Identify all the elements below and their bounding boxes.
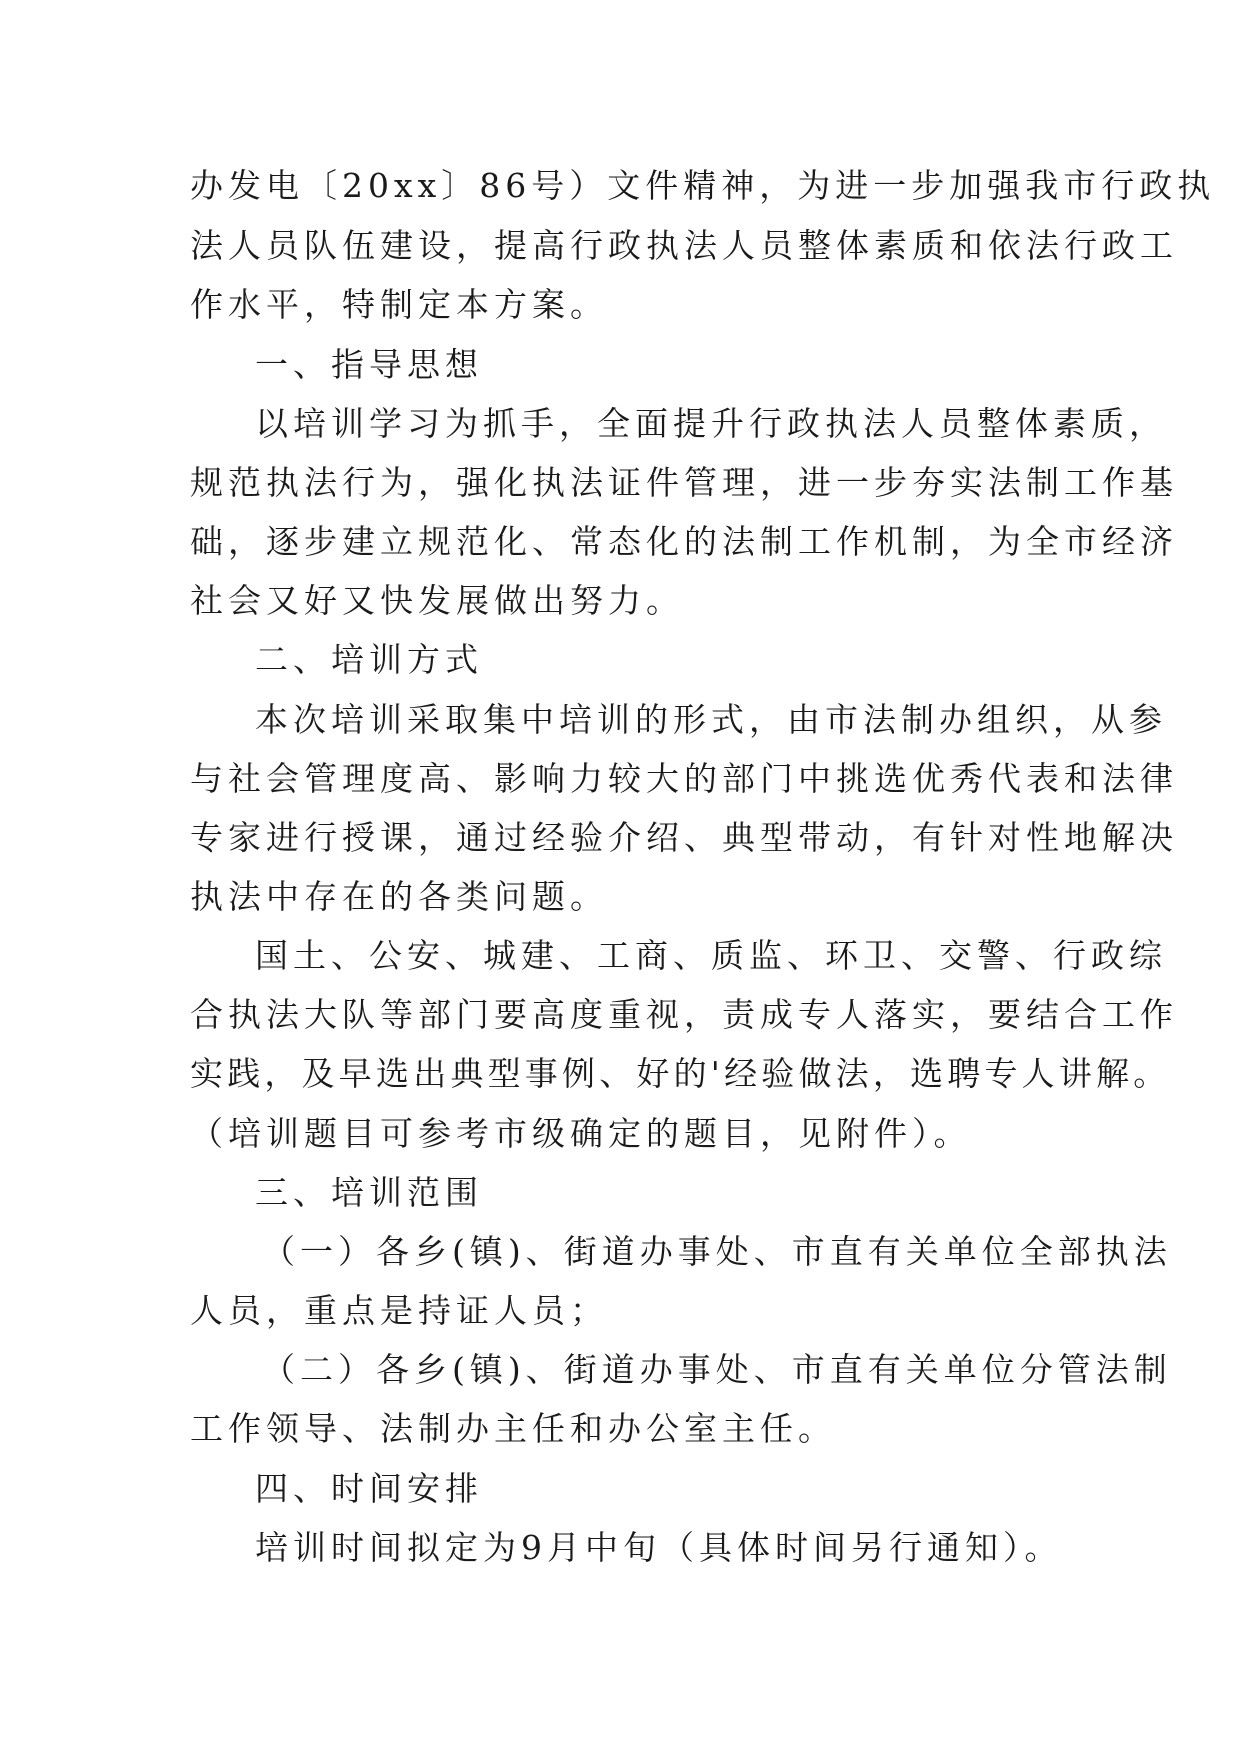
body-text-line: 国土、公安、城建、工商、质监、环卫、交警、行政综 [255, 936, 1167, 975]
body-text-line: 培训时间拟定为9月中旬（具体时间另行通知）。 [255, 1528, 1063, 1567]
section-heading: 二、培训方式 [255, 640, 483, 679]
body-text-line: 以培训学习为抓手，全面提升行政执法人员整体素质， [255, 404, 1167, 443]
body-text-line: （培训题目可参考市级确定的题目，见附件）。 [190, 1114, 972, 1153]
body-text-line: 合执法大队等部门要高度重视，责成专人落实，要结合工作 [190, 995, 1178, 1034]
body-text-line: 人员，重点是持证人员； [190, 1291, 608, 1330]
section-heading: 三、培训范围 [255, 1173, 483, 1212]
body-text-line: 本次培训采取集中培训的形式，由市法制办组织，从参 [255, 700, 1167, 739]
body-text-line: 社会又好又快发展做出努力。 [190, 581, 684, 620]
body-text-line: （二）各乡(镇)、街道办事处、市直有关单位分管法制 [262, 1350, 1172, 1389]
body-text-line: 础，逐步建立规范化、常态化的法制工作机制，为全市经济 [190, 522, 1178, 561]
body-text-line: 办发电〔20xx〕86号）文件精神，为进一步加强我市行政执 [190, 166, 1216, 205]
section-heading: 一、指导思想 [255, 345, 483, 384]
body-text-line: 法人员队伍建设，提高行政执法人员整体素质和依法行政工 [190, 226, 1178, 265]
body-text-line: 工作领导、法制办主任和办公室主任。 [190, 1409, 836, 1448]
body-text-line: 实践，及早选出典型事例、好的'经验做法，选聘专人讲解。 [190, 1054, 1171, 1093]
body-text-line: 与社会管理度高、影响力较大的部门中挑选优秀代表和法律 [190, 759, 1178, 798]
body-text-line: （一）各乡(镇)、街道办事处、市直有关单位全部执法 [262, 1232, 1172, 1271]
body-text-line: 作水平，特制定本方案。 [190, 285, 608, 324]
section-heading: 四、时间安排 [255, 1469, 483, 1508]
body-text-line: 专家进行授课，通过经验介绍、典型带动，有针对性地解决 [190, 818, 1178, 857]
body-text-line: 执法中存在的各类问题。 [190, 877, 608, 916]
body-text-line: 规范执法行为，强化执法证件管理，进一步夯实法制工作基 [190, 463, 1178, 502]
